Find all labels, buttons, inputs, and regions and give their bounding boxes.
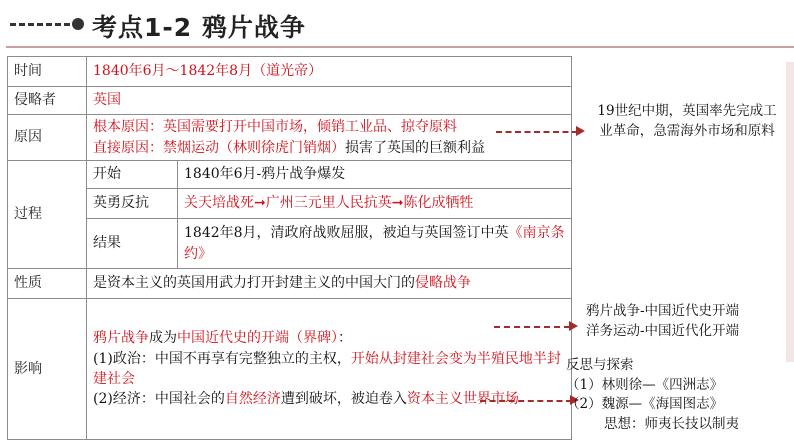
note-reflect <box>566 356 739 434</box>
cause-value <box>87 115 572 161</box>
arrow-line-reflect <box>480 400 572 402</box>
impact-l3-red2: 资本主义世界市场 <box>406 391 519 408</box>
impact-l2-text: (1)政治：中国不再享有完整独立的主权， <box>93 350 351 367</box>
arrow-line-impact <box>494 326 570 328</box>
arrow-head-impact <box>569 321 578 331</box>
arrow-line-cause <box>496 131 578 133</box>
nature-red: 侵略战争 <box>415 275 471 292</box>
time-label: 时间 <box>8 57 87 87</box>
heroes-value: 关天培战死➞广州三元里人民抗英➞陈化成牺牲 <box>178 189 572 219</box>
cause-direct-red: 禁烟运动（林则徐虎门销烟） <box>163 139 345 156</box>
note-modern <box>586 302 739 341</box>
note-modern-2: 洋务运动-中国近代化开端 <box>586 322 740 339</box>
note-modern-1: 鸦片战争-中国近代史开端 <box>586 303 740 319</box>
start-label: 开始 <box>87 161 178 189</box>
nature-label: 性质 <box>8 269 87 299</box>
impact-line-1 <box>93 328 565 348</box>
result-text: 1842年8月，清政府战败屈服，被迫与英国签订中英 <box>184 225 509 242</box>
time-value: 1840年6月～1842年8月（道光帝） <box>87 57 572 87</box>
cause-direct <box>93 138 565 158</box>
impact-l1-red2: 中国近代史的开端（界碑） <box>177 330 338 347</box>
cause-root-text: 英国需要打开中国市场，倾销工业品、掠夺原料 <box>163 119 457 136</box>
content-table <box>7 56 572 440</box>
page-title: 考点1-2 鸦片战争 <box>92 13 306 42</box>
impact-line-2 <box>93 349 565 390</box>
cause-direct-text: 损害了英国的巨额利益 <box>345 139 485 156</box>
impact-l3-text1: (2)经济：中国社会的 <box>93 391 225 408</box>
note-reflect-title: 反思与探索 <box>566 357 634 373</box>
nature-value <box>87 269 572 299</box>
aggressor-label: 侵略者 <box>8 87 87 115</box>
arrow-head-cause <box>576 126 585 136</box>
cause-direct-prefix: 直接原因： <box>93 139 163 156</box>
process-label: 过程 <box>8 161 87 269</box>
result-value <box>178 219 572 269</box>
impact-l1-text1: 成为 <box>149 330 177 347</box>
impact-value <box>87 299 572 440</box>
aggressor-value: 英国 <box>87 87 572 115</box>
note-reflect-3: 思想：师夷长技以制夷 <box>604 415 739 432</box>
start-value: 1840年6月-鸦片战争爆发 <box>178 161 572 189</box>
impact-l1-text2: ： <box>338 330 352 347</box>
cause-root <box>93 117 565 137</box>
note-reflect-2: （2）魏源—《海国图志》 <box>566 396 724 413</box>
result-treaty: 《南京条约》 <box>184 225 565 262</box>
note-industrial: 19世纪中期，英国率先完成工业革命，急需海外市场和原料 <box>597 103 777 139</box>
impact-l3-red1: 自然经济 <box>224 391 281 408</box>
dot-decoration <box>72 18 84 30</box>
result-label: 结果 <box>87 219 178 269</box>
side-stripe <box>786 62 794 362</box>
impact-l1-red1: 鸦片战争 <box>93 330 149 347</box>
impact-label: 影响 <box>8 299 87 440</box>
impact-l2-red: 开始从封建社会变为半殖民地半封建社会 <box>93 350 561 387</box>
note-reflect-1: （1）林则徐—《四洲志》 <box>566 376 724 393</box>
cause-label: 原因 <box>8 115 87 161</box>
title-underline <box>6 46 794 48</box>
header <box>6 6 786 42</box>
cause-root-prefix: 根本原因： <box>93 119 163 136</box>
impact-l3-text2: 遭到破坏，被迫卷入 <box>280 391 407 408</box>
heroes-label: 英勇反抗 <box>87 189 178 219</box>
nature-text: 是资本主义的英国用武力打开封建主义的中国大门的 <box>93 275 415 292</box>
dashed-line-decoration <box>10 23 70 26</box>
